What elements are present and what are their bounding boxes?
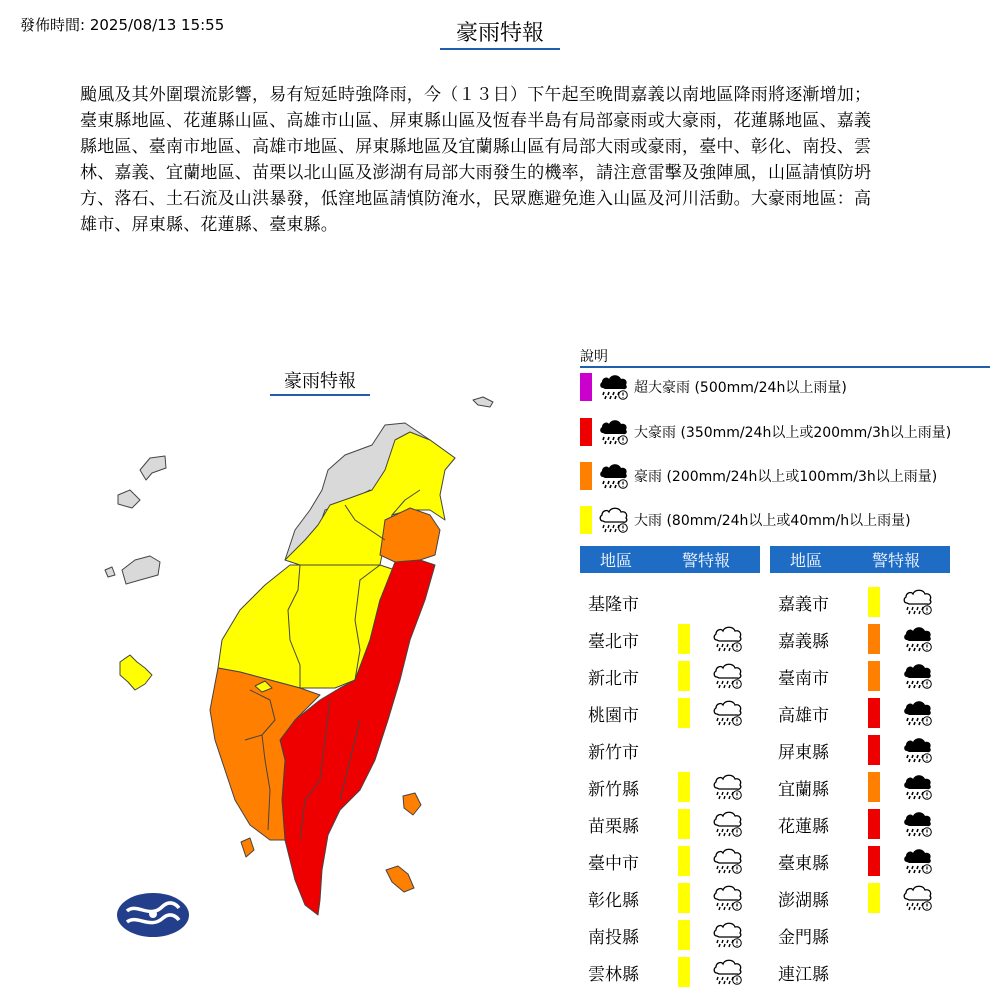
torrential-rain-icon — [902, 661, 934, 691]
extremely-heavy-rain-icon — [598, 417, 630, 447]
warning-level-bar — [868, 883, 880, 913]
torrential-rain-icon — [598, 461, 630, 491]
table-row — [588, 585, 678, 619]
table-row — [778, 659, 934, 693]
legend-divider — [580, 366, 990, 368]
warning-cell — [868, 883, 902, 913]
table-row — [778, 770, 934, 804]
legend-title: 說明 — [580, 349, 608, 365]
warning-level-bar — [868, 661, 880, 691]
description-line: 縣地區、臺南市地區、高雄市地區、屏東縣地區及宜蘭縣山區有局部大雨或豪雨，臺中、彰化、南投、雲 — [80, 137, 872, 157]
matsu-islands — [140, 456, 166, 480]
torrential-rain-icon — [902, 624, 934, 654]
matsu-islands — [473, 397, 493, 407]
region-name: 宜蘭縣 — [778, 779, 829, 800]
warning-cell — [868, 587, 902, 617]
region-name: 新北市 — [588, 668, 639, 689]
table-row — [588, 918, 744, 952]
region-name: 雲林縣 — [588, 964, 639, 985]
cwa-logo — [117, 893, 189, 937]
region-name: 新竹市 — [588, 742, 639, 763]
table-header-left — [580, 546, 760, 573]
warning-cell — [678, 772, 712, 802]
legend-item-extreme — [580, 372, 847, 402]
column-header-region: 地區 — [599, 551, 632, 570]
region-name: 金門縣 — [778, 927, 829, 948]
region-name: 臺中市 — [588, 853, 639, 874]
warning-cell — [678, 883, 712, 913]
table-row — [778, 622, 934, 656]
warning-level-bar — [678, 883, 690, 913]
heavy-rain-icon — [712, 624, 744, 654]
warning-level-bar — [678, 957, 690, 987]
region-name: 臺南市 — [778, 668, 829, 689]
warning-level-bar — [678, 624, 690, 654]
orchid-island — [386, 866, 414, 892]
extremely-heavy-rain-icon — [902, 735, 934, 765]
description-line: 雄市、屏東縣、花蓮縣、臺東縣。 — [80, 215, 338, 235]
table-row — [778, 696, 934, 730]
penghu-county — [120, 655, 152, 690]
region-name: 新竹縣 — [588, 779, 639, 800]
table-row — [588, 881, 744, 915]
warning-level-bar — [678, 809, 690, 839]
warning-level-bar — [678, 920, 690, 950]
warning-cell — [868, 661, 902, 691]
region-name: 高雄市 — [778, 705, 829, 726]
heavy-rain-icon — [902, 883, 934, 913]
warning-cell — [678, 809, 712, 839]
region-name: 臺北市 — [588, 631, 639, 652]
region-name: 澎湖縣 — [778, 890, 829, 911]
matsu-islands — [118, 490, 140, 508]
legend-label: 大豪雨 (350mm/24h以上或200mm/3h以上雨量) — [634, 425, 952, 441]
warning-level-bar — [868, 846, 880, 876]
page-title: 豪雨特報 — [440, 16, 560, 50]
legend-label: 大雨 (80mm/24h以上或40mm/h以上雨量) — [634, 513, 911, 529]
warning-level-bar — [868, 809, 880, 839]
warning-cell — [678, 661, 712, 691]
warning-level-bar — [868, 624, 880, 654]
legend-swatch — [580, 462, 592, 490]
warning-cell — [678, 957, 712, 987]
torrential-rain-icon — [902, 772, 934, 802]
table-row — [778, 733, 934, 767]
warning-level-bar — [868, 698, 880, 728]
table-row — [588, 807, 744, 841]
legend-swatch — [580, 506, 592, 534]
warning-cell — [868, 809, 902, 839]
warning-level-bar — [678, 661, 690, 691]
legend-label: 豪雨 (200mm/24h以上或100mm/3h以上雨量) — [634, 469, 938, 485]
column-header-warning: 警特報 — [871, 551, 920, 570]
table-row — [588, 659, 744, 693]
region-name: 彰化縣 — [588, 890, 639, 911]
table-row — [778, 585, 934, 619]
heavy-rain-icon — [712, 883, 744, 913]
table-header-right — [770, 546, 950, 573]
extremely-heavy-rain-icon — [902, 809, 934, 839]
warning-cell — [678, 920, 712, 950]
warning-cell — [868, 624, 902, 654]
warning-level-bar — [868, 587, 880, 617]
warning-cell — [868, 846, 902, 876]
column-header-warning: 警特報 — [681, 551, 730, 570]
legend-item-heavy — [580, 505, 911, 535]
warning-cell — [678, 698, 712, 728]
region-name: 桃園市 — [588, 705, 639, 726]
warning-description — [80, 82, 915, 238]
warning-level-bar — [678, 846, 690, 876]
description-line: 颱風及其外圍環流影響，易有短延時強降雨，今（１３日）下午起至晚間嘉義以南地區降雨將逐漸增加； — [80, 85, 872, 105]
warning-level-bar — [868, 735, 880, 765]
legend-swatch — [580, 418, 592, 446]
region-name: 花蓮縣 — [778, 816, 829, 837]
heavy-rain-icon — [598, 505, 630, 535]
heavy-rain-icon — [712, 698, 744, 728]
legend-item-torrential — [580, 461, 937, 491]
region-name: 南投縣 — [588, 927, 639, 948]
table-row — [778, 844, 934, 878]
table-row — [778, 881, 934, 915]
heavy-rain-icon — [712, 957, 744, 987]
warning-cell — [868, 698, 902, 728]
table-row — [588, 844, 744, 878]
heavy-rain-icon — [712, 920, 744, 950]
warning-level-bar — [678, 698, 690, 728]
region-name: 連江縣 — [778, 964, 829, 985]
table-row — [588, 770, 744, 804]
table-row — [588, 955, 744, 989]
warning-cell — [868, 735, 902, 765]
region-name: 基隆市 — [588, 594, 639, 615]
heavy-rain-icon — [712, 846, 744, 876]
region-name: 苗栗縣 — [588, 816, 639, 837]
column-header-region: 地區 — [789, 551, 822, 570]
heavy-rain-icon — [712, 809, 744, 839]
heavy-rain-icon — [902, 587, 934, 617]
legend-item-extremely-heavy — [580, 417, 951, 447]
liuqiu-island — [241, 838, 254, 857]
legend-swatch — [580, 373, 592, 401]
extremely-heavy-rain-icon — [902, 698, 934, 728]
taiwan-warning-map — [0, 380, 560, 940]
region-name: 嘉義市 — [778, 594, 829, 615]
table-row — [588, 622, 744, 656]
table-row — [778, 955, 868, 989]
kinmen-islands — [122, 556, 160, 584]
legend-label: 超大豪雨 (500mm/24h以上雨量) — [634, 380, 847, 396]
warning-cell — [868, 772, 902, 802]
heavy-rain-icon — [712, 772, 744, 802]
green-island — [403, 793, 421, 815]
table-row — [588, 733, 678, 767]
description-line: 林、嘉義、宜蘭地區、苗栗以北山區及澎湖有局部大雨發生的機率，請注意雷擊及強陣風，山區請慎防坍 — [80, 163, 872, 183]
issued-time: 發佈時間: 2025/08/13 15:55 — [20, 16, 225, 34]
kinmen-islands — [105, 567, 115, 577]
extreme-torrential-rain-icon — [598, 372, 630, 402]
heavy-rain-icon — [712, 661, 744, 691]
warning-cell — [678, 846, 712, 876]
description-line: 方、落石、土石流及山洪暴發，低窪地區請慎防淹水，民眾應避免進入山區及河川活動。大豪雨地區：高 — [80, 189, 872, 209]
region-name: 屏東縣 — [778, 742, 829, 763]
table-row — [778, 918, 868, 952]
description-line: 臺東縣地區、花蓮縣山區、高雄市山區、屏東縣山區及恆春半島有局部豪雨或大豪雨，花蓮縣地區、嘉義 — [80, 111, 872, 131]
extremely-heavy-rain-icon — [902, 846, 934, 876]
map-title: 豪雨特報 — [270, 367, 370, 396]
warning-level-bar — [678, 772, 690, 802]
region-name: 臺東縣 — [778, 853, 829, 874]
region-name: 嘉義縣 — [778, 631, 829, 652]
table-row — [588, 696, 744, 730]
warning-level-bar — [868, 772, 880, 802]
table-row — [778, 807, 934, 841]
warning-cell — [678, 624, 712, 654]
